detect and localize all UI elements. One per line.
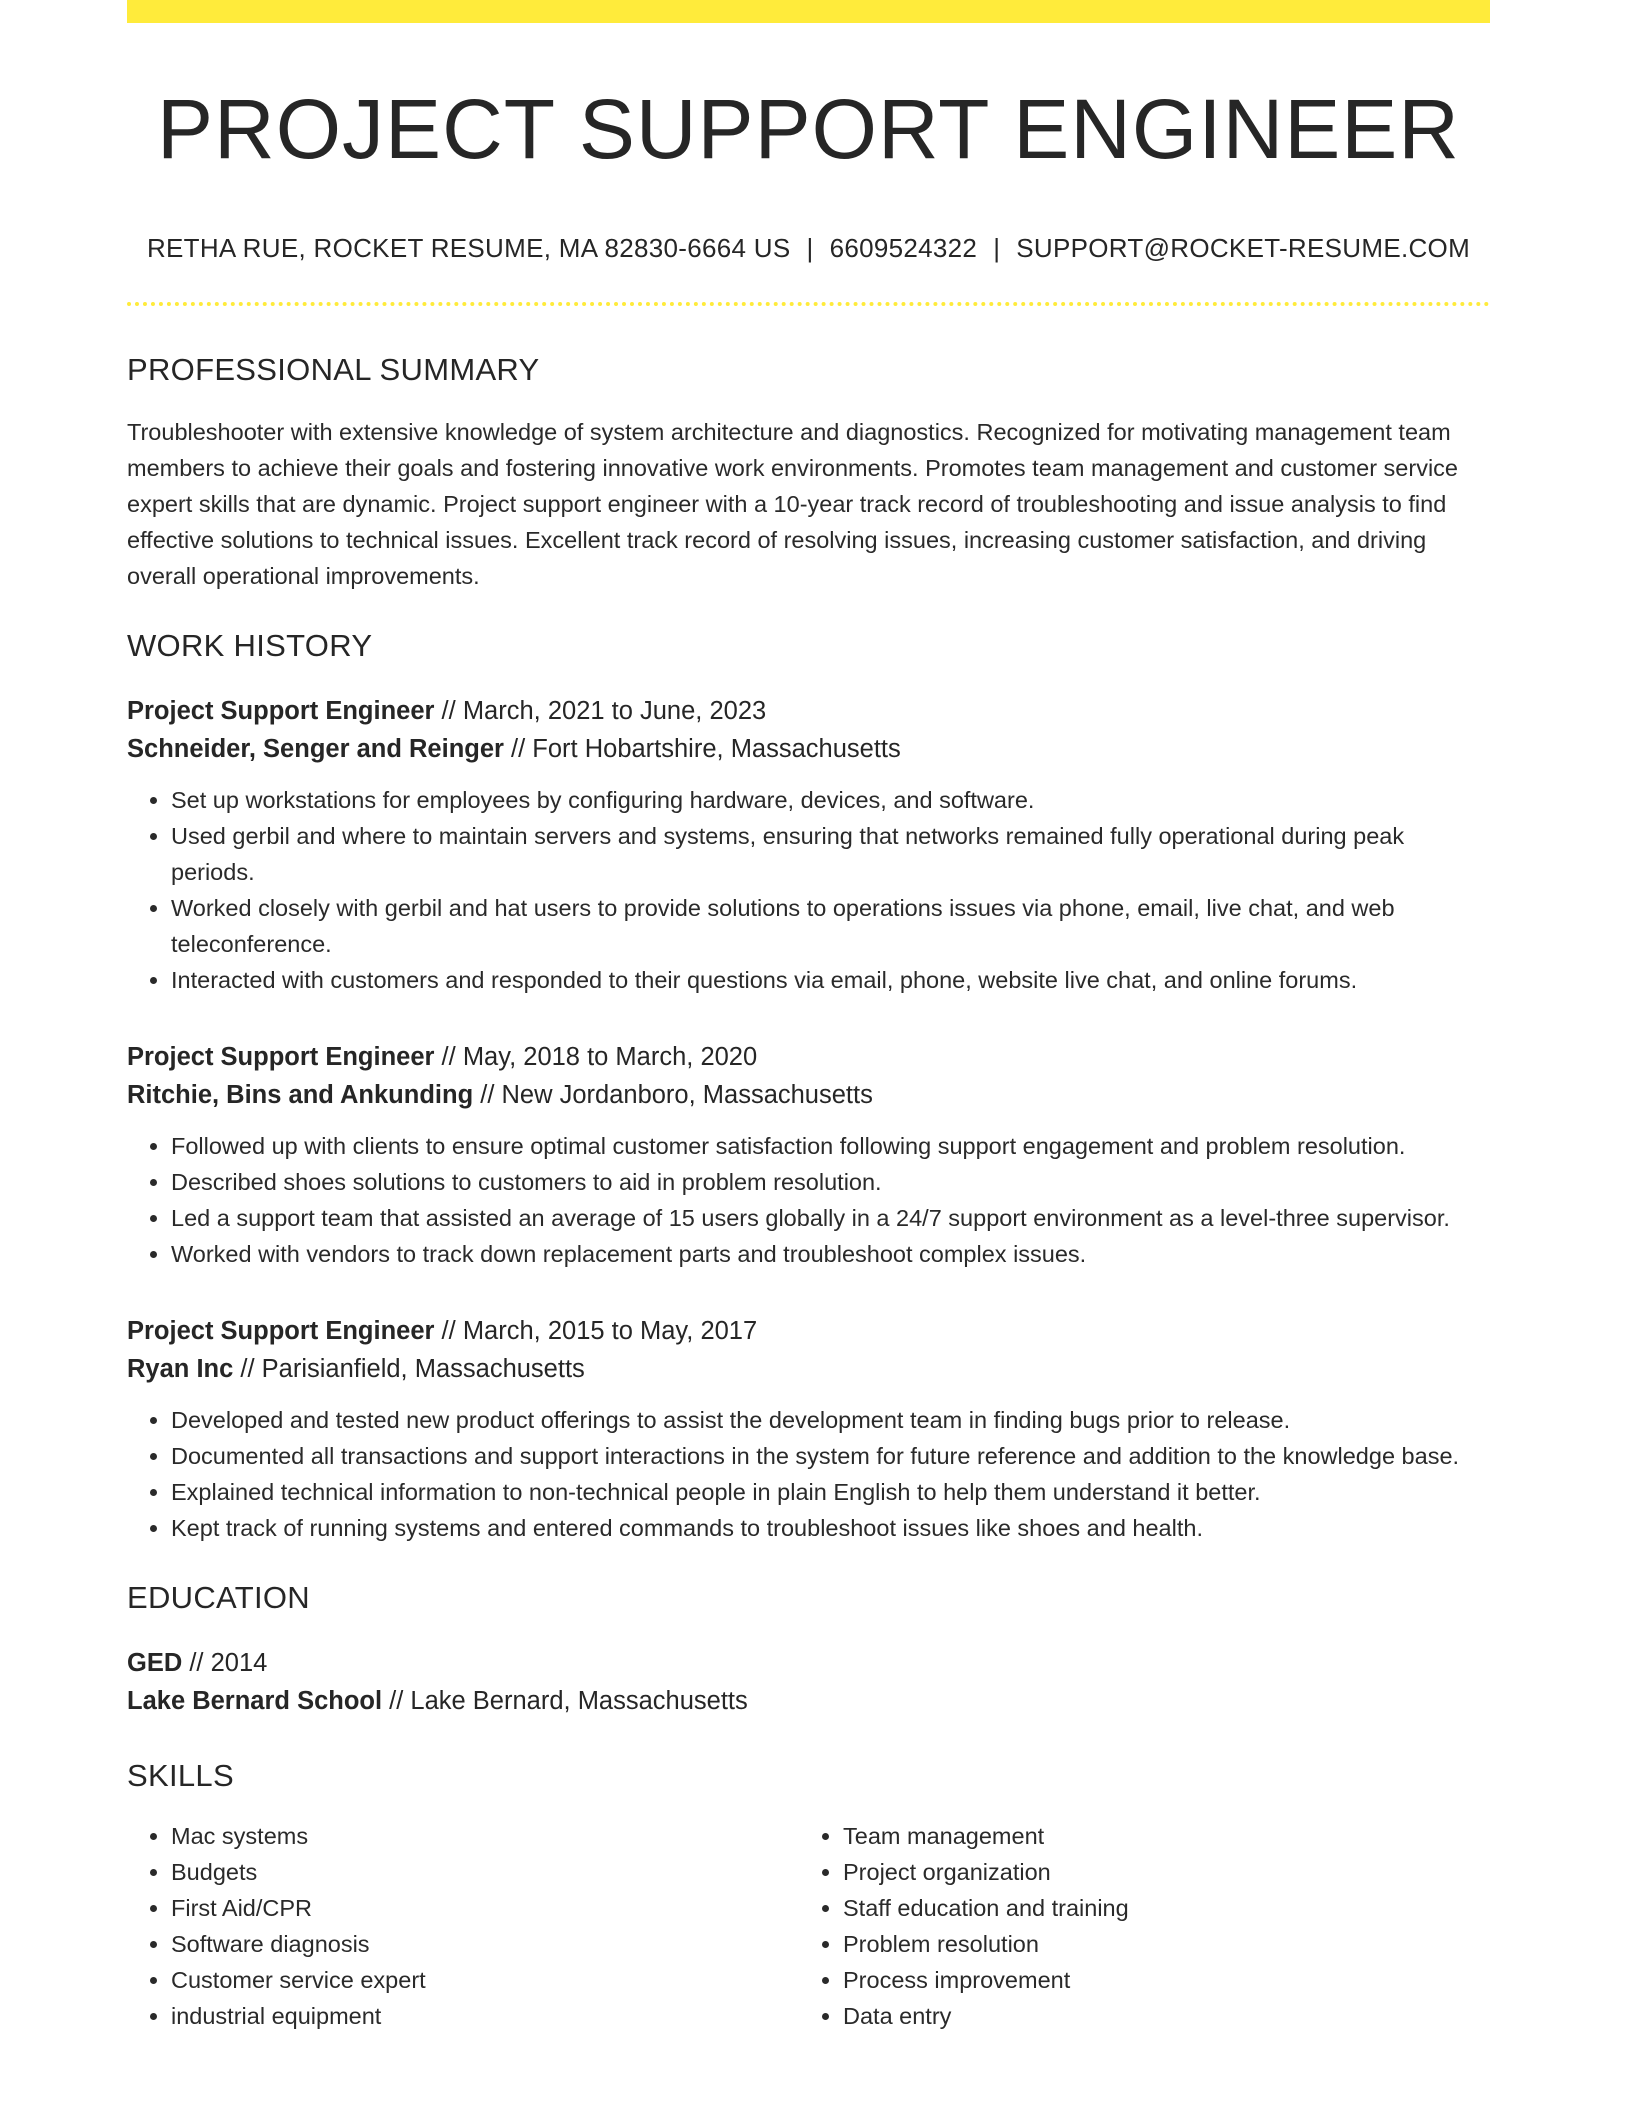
- job-bullet: • Interacted with customers and responded to their questions via email, phone, website live chat, and online forums.: [171, 962, 1490, 998]
- education-school-line: [127, 1682, 1490, 1720]
- job-entry: [127, 1312, 1490, 1546]
- job-title: Project Support Engineer: [127, 1043, 435, 1072]
- work-history-heading: WORK HISTORY: [127, 628, 373, 664]
- page-title: PROJECT SUPPORT ENGINEER: [157, 82, 1460, 176]
- job-bullet: • Worked closely with gerbil and hat users to provide solutions to operations issues via phone, email, live chat, and web teleconference.: [171, 890, 1490, 962]
- skill-item: • Customer service expert: [171, 1962, 799, 1998]
- job-bullets: [127, 782, 1490, 998]
- job-title: Project Support Engineer: [127, 1317, 435, 1346]
- job-bullet: • Kept track of running systems and entered commands to troubleshoot issues like shoes and health.: [171, 1510, 1490, 1546]
- skill-item: • Budgets: [171, 1854, 799, 1890]
- skill-item: • Project organization: [843, 1854, 1471, 1890]
- skill-item: • Process improvement: [843, 1962, 1471, 1998]
- job-company-line: [127, 1350, 1490, 1388]
- education-school: Lake Bernard School: [127, 1687, 383, 1716]
- job-bullet: • Worked with vendors to track down replacement parts and troubleshoot complex issues.: [171, 1236, 1490, 1272]
- skills-heading: SKILLS: [127, 1758, 234, 1794]
- job-bullets: [127, 1402, 1490, 1546]
- separator: //: [182, 1649, 211, 1678]
- summary-text: Troubleshooter with extensive knowledge of system architecture and diagnostics. Recognized for motivating management team members to achieve their goals and fostering innovative work environments. Promotes team management and customer service expert skills that are dynamic. Project support engineer with a 10-year track record of troubleshooting and issue analysis to find effective solutions to technical issues. Excellent track record of resolving issues, increasing customer satisfaction, and driving overall operational improvements.: [127, 419, 1458, 590]
- job-company: Ryan Inc: [127, 1355, 234, 1384]
- skills-grid: [127, 1818, 1490, 2034]
- skills-column-left: [127, 1818, 799, 2034]
- skill-item: • Team management: [843, 1818, 1471, 1854]
- job-bullet: • Used gerbil and where to maintain servers and systems, ensuring that networks remained fully operational during peak periods.: [171, 818, 1490, 890]
- resume-page: [127, 0, 1490, 2034]
- job-title-line: [127, 1312, 1490, 1350]
- job-bullet: • Explained technical information to non-technical people in plain English to help them understand it better.: [171, 1474, 1490, 1510]
- separator: //: [233, 1355, 262, 1384]
- education-degree-line: [127, 1644, 1490, 1682]
- job-company: Schneider, Senger and Reinger: [127, 735, 504, 764]
- separator: //: [382, 1687, 411, 1716]
- job-entry: [127, 1038, 1490, 1272]
- contact-line: [127, 233, 1490, 264]
- skill-item: • industrial equipment: [171, 1998, 799, 2034]
- education-entry: [127, 1644, 1490, 1720]
- separator: //: [434, 1043, 463, 1072]
- education-degree: GED: [127, 1649, 183, 1678]
- education-location: Lake Bernard, Massachusetts: [410, 1687, 748, 1716]
- job-title-line: [127, 692, 1490, 730]
- job-company-line: [127, 730, 1490, 768]
- skill-item: • First Aid/CPR: [171, 1890, 799, 1926]
- separator: //: [503, 735, 533, 764]
- job-bullet: • Led a support team that assisted an average of 15 users globally in a 24/7 support environment as a level-three supervisor.: [171, 1200, 1490, 1236]
- skill-item: • Staff education and training: [843, 1890, 1471, 1926]
- job-company: Ritchie, Bins and Ankunding: [127, 1081, 474, 1110]
- contact-separator: |: [993, 233, 1001, 264]
- job-title-line: [127, 1038, 1490, 1076]
- job-bullet: • Followed up with clients to ensure optimal customer satisfaction following support engagement and problem resolution.: [171, 1128, 1490, 1164]
- contact-separator: |: [806, 233, 814, 264]
- job-bullet: • Described shoes solutions to customers to aid in problem resolution.: [171, 1164, 1490, 1200]
- contact-address: RETHA RUE, ROCKET RESUME, MA 82830-6664 US: [146, 233, 791, 264]
- job-dates: March, 2015 to May, 2017: [462, 1317, 758, 1346]
- job-entry: [127, 692, 1490, 998]
- skills-column-right: [799, 1818, 1471, 2034]
- contact-phone: 6609524322: [829, 233, 978, 264]
- job-dates: May, 2018 to March, 2020: [462, 1043, 758, 1072]
- job-bullets: [127, 1128, 1490, 1272]
- separator: //: [473, 1081, 502, 1110]
- job-location: Fort Hobartshire, Massachusetts: [532, 735, 901, 764]
- job-dates: March, 2021 to June, 2023: [462, 697, 767, 726]
- job-company-line: [127, 1076, 1490, 1114]
- job-title: Project Support Engineer: [127, 697, 435, 726]
- job-bullet: • Set up workstations for employees by configuring hardware, devices, and software.: [171, 782, 1490, 818]
- education-heading: EDUCATION: [127, 1580, 310, 1616]
- skill-item: • Mac systems: [171, 1818, 799, 1854]
- dotted-divider: [127, 302, 1490, 306]
- skill-item: • Data entry: [843, 1998, 1471, 2034]
- summary-heading: PROFESSIONAL SUMMARY: [127, 352, 540, 388]
- skill-item: • Problem resolution: [843, 1926, 1471, 1962]
- separator: //: [434, 697, 463, 726]
- job-bullet: • Documented all transactions and support interactions in the system for future reference and addition to the knowledge base.: [171, 1438, 1490, 1474]
- job-location: Parisianfield, Massachusetts: [261, 1355, 585, 1384]
- job-location: New Jordanboro, Massachusetts: [501, 1081, 873, 1110]
- education-year: 2014: [210, 1649, 268, 1678]
- contact-email: SUPPORT@ROCKET-RESUME.COM: [1016, 233, 1471, 264]
- separator: //: [434, 1317, 463, 1346]
- skill-item: • Software diagnosis: [171, 1926, 799, 1962]
- job-bullet: • Developed and tested new product offerings to assist the development team in finding bugs prior to release.: [171, 1402, 1490, 1438]
- top-accent-bar: [127, 0, 1490, 23]
